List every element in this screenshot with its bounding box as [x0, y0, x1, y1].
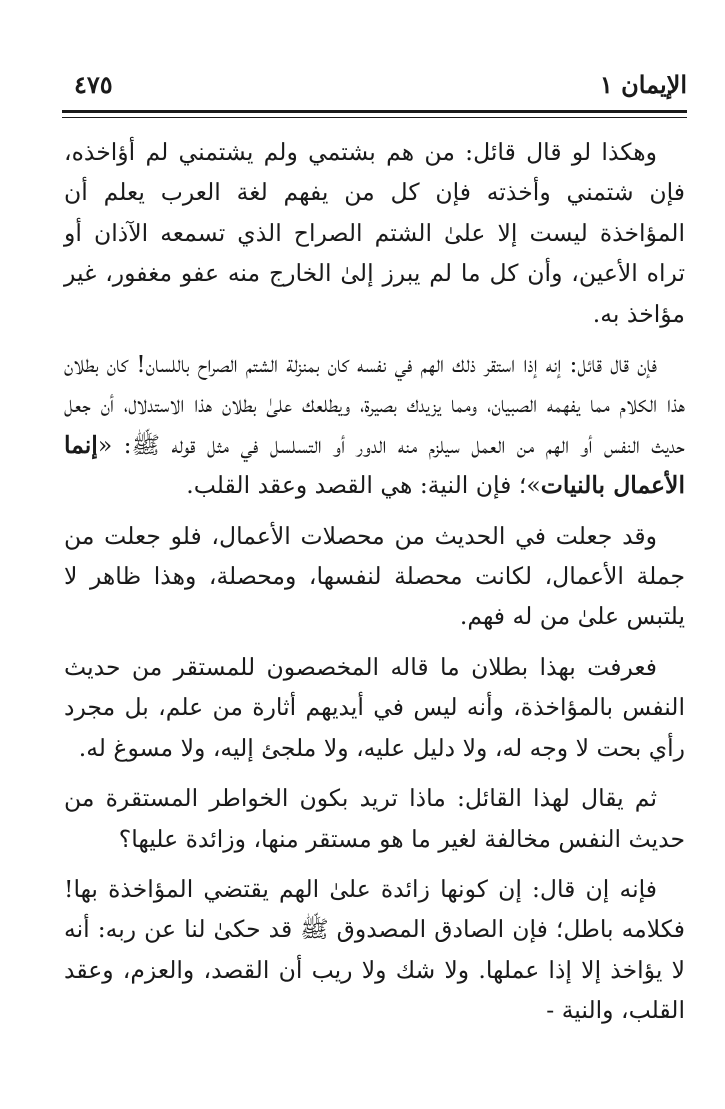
paragraph-2-text-before: فإن قال قائل: إنه إذا استقر ذلك الهم في نفسه كان بمنزلة الشتم الصراح باللسان! كان بطلان هذا الكلام مما يفهمه الصبيان، ومما يزيدك بصيرة، ويطلعك علىٰ بطلان هذا الاستدلال، أن جعل حديث النفس أو الهم من العمل سيلزم منه الدور أو التسلسل في مثل قوله ﷺ: «: [64, 350, 685, 459]
body-text: [64, 132, 685, 1041]
paragraph-5: ثم يقال لهذا القائل: ماذا تريد بكون الخواطر المستقرة من حديث النفس مخالفة لغير ما هو مستقر منها، وزائدة عليها؟: [64, 784, 685, 853]
paragraph-3: وقد جعلت في الحديث من محصلات الأعمال، فلو جعلت من جملة الأعمال، لكانت محصلة لنفسها، ومحصلة، وهذا ظاهر لا يلتبس علىٰ من له فهم.: [64, 521, 685, 631]
paragraph-2: [64, 344, 685, 506]
paragraph-6: فإنه إن قال: إن كونها زائدة علىٰ الهم يقتضي المؤاخذة بها! فكلامه باطل؛ فإن الصادق المصدوق ﷺ قد حكىٰ لنا عن ربه: أنه لا يؤاخذ إلا إذا عملها. ولا شك ولا ريب أن القصد، والعزم، وعقد القلب، والنية -: [64, 874, 685, 1025]
hadith-quote: إنما الأعمال بالنيات: [64, 430, 685, 500]
paragraph-4: فعرفت بهذا بطلان ما قاله المخصصون للمستقر من حديث النفس بالمؤاخذة، وأنه ليس في أيديهم أثارة من علم، بل مجرد رأي بحت لا وجه له، ولا دليل عليه، ولا ملجئ إليه، ولا مسوغ له.: [64, 652, 685, 762]
header-rule-thin: [62, 117, 687, 118]
running-title: الإيمان ١: [599, 70, 687, 99]
page-number: ٤٧٥: [74, 70, 113, 99]
paragraph-2-text-after: »؛ فإن النية: هي القصد وعقد القلب.: [186, 471, 541, 500]
paragraph-1: وهكذا لو قال قائل: من هم بشتمي ولم يشتمني لم أؤاخذه، فإن شتمني وأخذته فإن كل من يفهم لغة العرب يعلم أن المؤاخذة ليست إلا علىٰ الشتم الصراح الذي تسمعه الآذان أو تراه الأعين، وأن كل ما لم يبرز إلىٰ الخارج منه عفو مغفور، غير مؤاخذ به.: [64, 138, 685, 328]
page-header: [62, 62, 687, 102]
header-rule-thick: [62, 110, 687, 113]
